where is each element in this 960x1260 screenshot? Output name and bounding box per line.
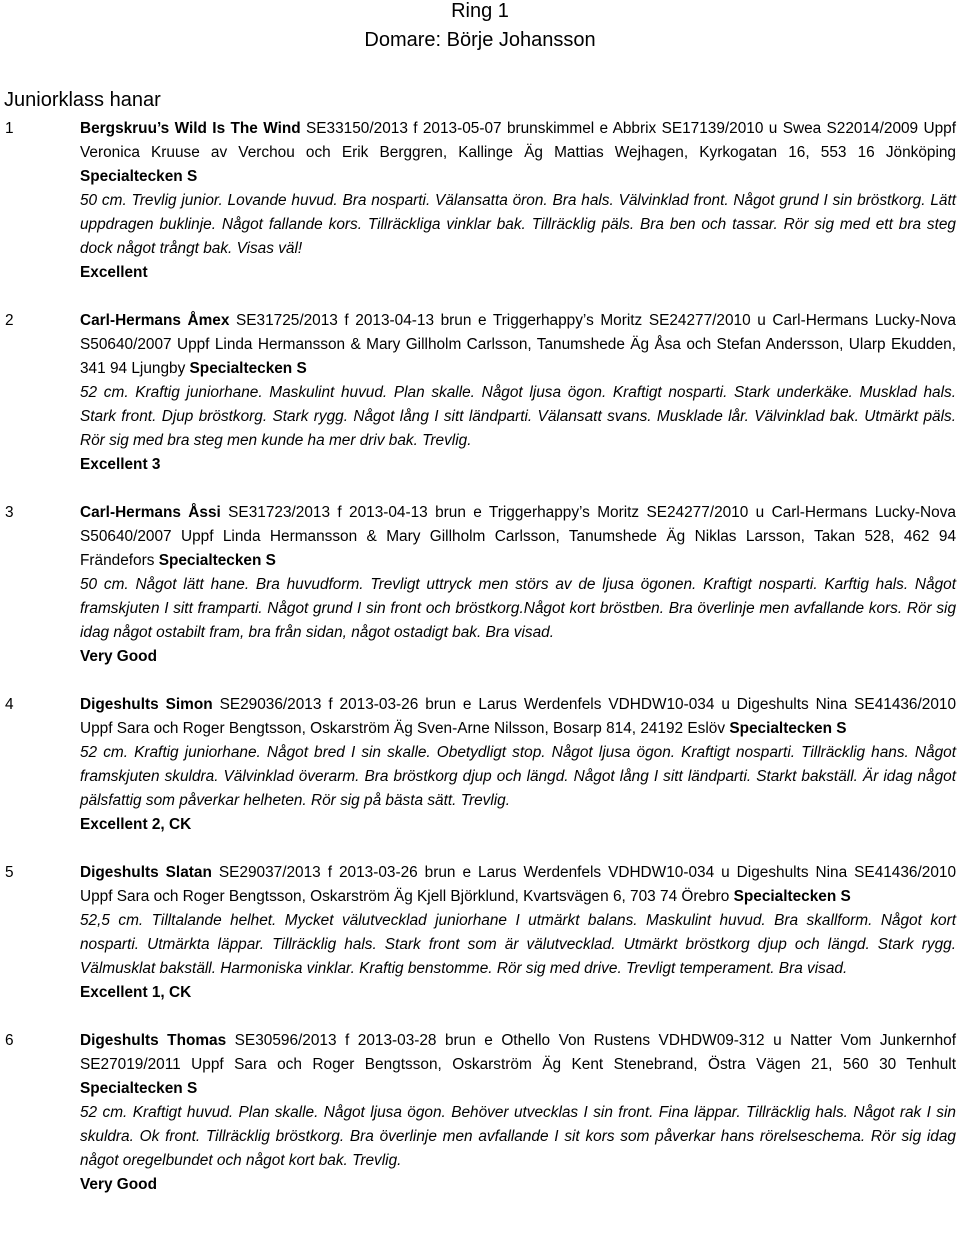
entry-body <box>80 861 956 1005</box>
critique-text: 50 cm. Något lätt hane. Bra huvudform. Trevligt uttryck men störs av de ljusa ögonen. Kraftigt nosparti. Karftig hals. Något framskjuten I sitt framparti. Något grund I sin front och bröstkorg.Något kort bröstben. Bra överlinje men avfallande kors. Rör sig idag något ostabilt fram, bra från sidan, något ostadigt bak. Bra visad. <box>80 576 956 641</box>
entry-body <box>80 309 956 477</box>
registration-text <box>80 1029 956 1101</box>
registration-text <box>80 117 956 189</box>
entry-number: 5 <box>5 864 14 881</box>
grade-text: Excellent 3 <box>80 456 161 473</box>
dog-name: Carl-Hermans Åmex <box>80 312 230 329</box>
critique-text: 52 cm. Kraftig juniorhane. Något bred I sin skalle. Obetydligt stop. Något ljusa ögon. Kraftigt nosparti. Tillräcklig hans. Något framskjuten skuldra. Välvinklad överarm. Bra bröstkorg djup och längd. Något lång I sitt ländparti. Starkt bakställ. Är idag något pälsfattig som påverkar helheten. Rör sig på bästa sätt. Trevlig. <box>80 744 956 809</box>
dog-name: Bergskruu’s Wild Is The Wind <box>80 120 301 137</box>
entry-body <box>80 693 956 837</box>
dog-name: Digeshults Slatan <box>80 864 212 881</box>
entry-number: 2 <box>5 312 14 329</box>
entries-list <box>0 117 960 1197</box>
critique-text: 52 cm. Kraftigt huvud. Plan skalle. Något ljusa ögon. Behöver utvecklas I sin front. Fina läppar. Tillräcklig hals. Något rak I sin skuldra. Ok front. Tillräcklig bröstkorg. Bra överlinje men avfallande I sit kors som påverkar hans rörelseschema. Rör sig idag något oregelbundet och något kort bak. Trevlig. <box>80 1104 956 1169</box>
grade-text: Excellent 2, CK <box>80 816 192 833</box>
entry-3 <box>0 501 960 669</box>
registration-details: SE33150/2013 f 2013-05-07 brunskimmel e Abbrix SE17139/2010 u Swea S22014/2009 Uppf Veronica Kruuse av Verchou och Erik Berggren, Kallinge Äg Mattias Wejhagen, Kyrkogatan 16, 553 16 Jönköping <box>80 120 956 161</box>
special-mark: Specialtecken S <box>158 552 276 569</box>
special-mark: Specialtecken S <box>729 720 847 737</box>
dog-name: Digeshults Thomas <box>80 1032 227 1049</box>
registration-details: SE31725/2013 f 2013-04-13 brun e Triggerhappy’s Moritz SE24277/2010 u Carl-Hermans Lucky-Nova S50640/2007 Uppf Linda Hermansson & Mary Gillholm Carlsson, Tanumshede Äg Åsa och Stefan Andersson, Ularp Ekudden, 341 94 Ljungby <box>80 312 956 377</box>
entry-2 <box>0 309 960 477</box>
entry-body <box>80 117 956 285</box>
registration-details: SE31723/2013 f 2013-04-13 brun e Triggerhappy’s Moritz SE24277/2010 u Carl-Hermans Lucky-Nova S50640/2007 Uppf Linda Hermansson & Mary Gillholm Carlsson, Tanumshede Äg Niklas Larsson, Takan 528, 462 94 Frändefors <box>80 504 956 569</box>
registration-details: SE30596/2013 f 2013-03-28 brun e Othello Von Rustens VDHDW09-312 u Natter Vom Junkernhof SE27019/2011 Uppf Sara och Roger Bengtsson, Oskarström Äg Kent Stenebrand, Östra Vägen 21, 560 30 Tenhult <box>80 1032 956 1073</box>
special-mark: Specialtecken S <box>733 888 851 905</box>
entry-number: 4 <box>5 696 14 713</box>
critique-text: 52 cm. Kraftig juniorhane. Maskulint huvud. Plan skalle. Något ljusa ögon. Kraftigt nosparti. Stark underkäke. Musklad hals. Stark front. Djup bröstkorg. Stark rygg. Något lång I sitt ländparti. Välansatt svans. Musklade lår. Välvinklad bak. Utmärkt päls. Rör sig med bra steg men kunde ha mer driv bak. Trevlig. <box>80 384 956 449</box>
registration-text <box>80 861 956 909</box>
special-mark: Specialtecken S <box>80 1080 198 1097</box>
entry-5 <box>0 861 960 1005</box>
entry-body <box>80 1029 956 1197</box>
registration-text <box>80 309 956 381</box>
grade-text: Very Good <box>80 1176 157 1193</box>
registration-text <box>80 693 956 741</box>
page-header <box>0 0 960 51</box>
entry-number: 1 <box>5 120 14 137</box>
registration-text <box>80 501 956 573</box>
entry-4 <box>0 693 960 837</box>
entry-number: 3 <box>5 504 14 521</box>
entry-body <box>80 501 956 669</box>
entry-6 <box>0 1029 960 1197</box>
critique-text: 52,5 cm. Tilltalande helhet. Mycket välutvecklad juniorhane I utmärkt balans. Maskulint huvud. Bra skallform. Något kort nosparti. Utmärkta läppar. Tillräcklig hals. Stark front som är välutvecklad. Utmärkt bröstkorg djup och längd. Stark rygg. Välmusklat bakställ. Harmoniska vinklar. Kraftig benstomme. Rör sig med drive. Trevligt temperament. Bra visad. <box>80 912 956 977</box>
dog-name: Carl-Hermans Åssi <box>80 504 221 521</box>
judge-line: Domare: Börje Johansson <box>364 29 596 51</box>
entry-number: 6 <box>5 1032 14 1049</box>
dog-name: Digeshults Simon <box>80 696 213 713</box>
registration-details: SE29036/2013 f 2013-03-26 brun e Larus Werdenfels VDHDW10-034 u Digeshults Nina SE41436/2010 Uppf Sara och Roger Bengtsson, Oskarström Äg Sven-Arne Nilsson, Bosarp 814, 24192 Eslöv <box>80 696 957 737</box>
ring-title: Ring 1 <box>451 0 509 22</box>
special-mark: Specialtecken S <box>80 168 198 185</box>
critique-text: 50 cm. Trevlig junior. Lovande huvud. Bra nosparti. Välansatta öron. Bra hals. Välvinklad front. Något grund I sin bröstkorg. Lätt uppdragen buklinje. Något fallande kors. Tillräckliga vinklar bak. Tillräcklig päls. Bra ben och tassar. Rör sig med ett bra steg dock något trångt bak. Visas väl! <box>80 192 956 257</box>
special-mark: Specialtecken S <box>189 360 307 377</box>
grade-text: Excellent <box>80 264 148 281</box>
registration-details: SE29037/2013 f 2013-03-26 brun e Larus Werdenfels VDHDW10-034 u Digeshults Nina SE41436/2010 Uppf Sara och Roger Bengtsson, Oskarström Äg Kjell Björklund, Kvartsvägen 6, 703 74 Örebro <box>80 864 957 905</box>
entry-1 <box>0 117 960 285</box>
grade-text: Excellent 1, CK <box>80 984 192 1001</box>
grade-text: Very Good <box>80 648 157 665</box>
class-heading: Juniorklass hanar <box>4 89 161 111</box>
